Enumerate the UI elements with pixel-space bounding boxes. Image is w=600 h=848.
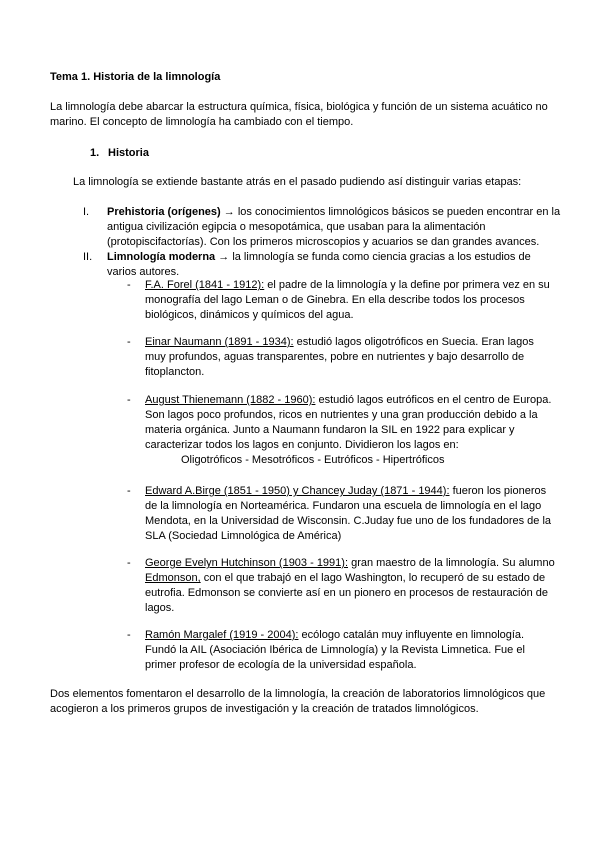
author-text: estudió lagos oligotróficos en Suecia. Eran lagos muy profundos, aguas transparentes, pobre en nutrientes y bajo desarrollo de fitoplancton. xyxy=(145,336,534,378)
author-item xyxy=(127,628,557,673)
document-title: Tema 1. Historia de la limnología xyxy=(50,71,221,83)
stage-item xyxy=(83,205,563,250)
author-name: F.A. Forel (1841 - 1912): xyxy=(145,279,265,291)
author-text: el padre de la limnología y la define por primera vez en su monografía del lago Leman o de Ginebra. En ella describe todos los procesos biológicos, dinámicos y químicos del agua. xyxy=(145,279,550,321)
author-name: Einar Naumann (1891 - 1934): xyxy=(145,336,294,348)
author-name: Ramón Margalef (1919 - 2004): xyxy=(145,629,299,641)
stage-text: la limnología se funda como ciencia gracias a los estudios de varios autores. xyxy=(107,251,531,278)
author-text: con el que trabajó en el lago Washington, lo recuperó de su estado de eutrofia. Edmonson se convierte así en un pionero en procesos de restauración de lagos. xyxy=(145,572,548,614)
author-item xyxy=(127,556,557,616)
section-number: 1. xyxy=(90,147,100,159)
author-item xyxy=(127,278,557,323)
section-heading xyxy=(90,146,149,161)
author-item xyxy=(127,335,557,380)
arrow-icon: → xyxy=(215,251,233,263)
author-text: ecólogo catalán muy influyente en limnología. Fundó la AIL (Asociación Ibérica de Limnología) y la Revista Limnetica. Fue el primer profesor de ecología de la universidad española. xyxy=(145,629,525,671)
author-item xyxy=(127,484,557,544)
author-name: George Evelyn Hutchinson (1903 - 1991): xyxy=(145,557,349,569)
list-marker: - xyxy=(127,557,131,569)
closing-paragraph: Dos elementos fomentaron el desarrollo de la limnología, la creación de laboratorios limnológicos que acogieron a los primeros grupos de investigación y la creación de tratados limnológicos. xyxy=(50,688,546,715)
list-marker: I. xyxy=(83,206,90,218)
list-marker: - xyxy=(127,629,131,641)
author-text: estudió lagos eutróficos en el centro de Europa. Son lagos poco profundos, ricos en nutrientes y una gran producción debido a la materia orgánica. Junto a Naumann fundaron la SIL en 1922 para explicar y caracterizar todos los lagos en conjunto. Dividieron los lagos en: xyxy=(145,394,552,451)
list-marker: - xyxy=(127,279,131,291)
arrow-icon: → xyxy=(220,206,238,218)
stage-text: los conocimientos limnológicos básicos se pueden encontrar en la antigua civilización egipcia o mesopotámica, que usaban para la alimentación (protopiscifactorías). Con los primeros microscopios y acuarios se dan grandes avances. xyxy=(107,206,561,248)
intro-paragraph: La limnología debe abarcar la estructura química, física, biológica y función de un sistema acuático no marino. El concepto de limnología ha cambiado con el tiempo. xyxy=(50,101,548,128)
section-title: Historia xyxy=(108,147,149,159)
list-marker: - xyxy=(127,336,131,348)
author-text: gran maestro de la limnología. Su alumno xyxy=(348,557,555,569)
author-text: fueron los pioneros de la limnología en Norteamérica. Fundaron una escuela de limnología en el lago Mendota, en la Universidad de Wisconsin. C.Juday fue uno de los fundadores de la SLA (Sociedad Limnológica de América) xyxy=(145,485,552,542)
list-marker: - xyxy=(127,394,131,406)
author-name: August Thienemann (1882 - 1960): xyxy=(145,394,316,406)
author-item xyxy=(127,393,557,468)
stage-term: Prehistoria (orígenes) xyxy=(107,206,221,218)
author-name: Edward A.Birge (1851 - 1950) y Chancey Juday (1871 - 1944): xyxy=(145,485,450,497)
stage-item xyxy=(83,250,563,280)
stage-term: Limnología moderna xyxy=(107,251,216,263)
lead-paragraph: La limnología se extiende bastante atrás en el pasado pudiendo así distinguir varias etapas: xyxy=(73,176,522,188)
list-marker: II. xyxy=(83,251,93,263)
student-name: Edmonson, xyxy=(145,572,201,584)
lake-types: Oligotróficos - Mesotróficos - Eutróficos - Hipertróficos xyxy=(181,454,445,466)
list-marker: - xyxy=(127,485,131,497)
